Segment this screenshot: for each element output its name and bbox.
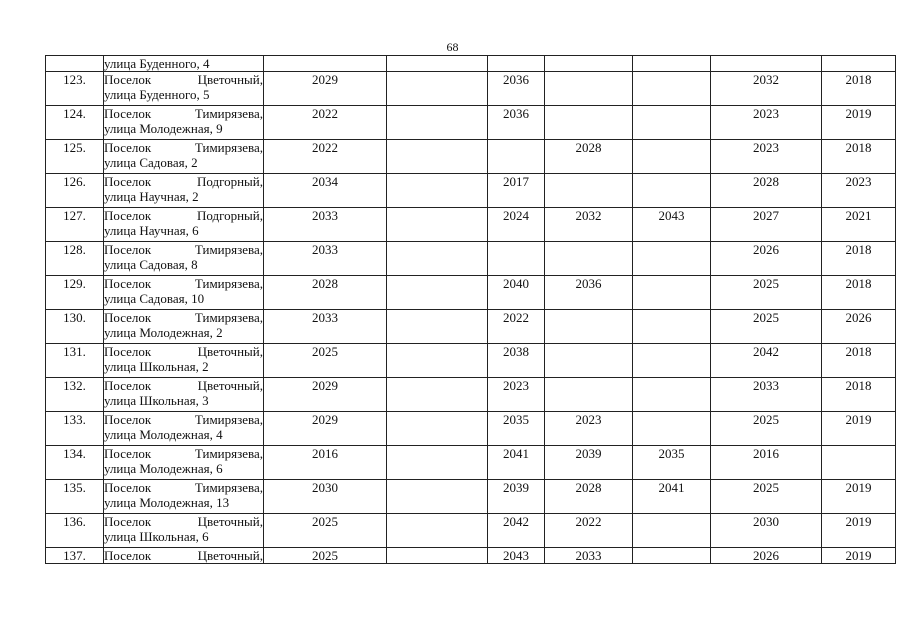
year-cell: 2016 — [264, 446, 387, 480]
address-cell — [104, 276, 264, 310]
address-settlement: Поселок Тимирязева, — [104, 276, 263, 291]
year-cell: 2027 — [711, 208, 822, 242]
year-cell: 2028 — [545, 480, 633, 514]
year-cell: 2023 — [488, 378, 545, 412]
table-row — [46, 446, 896, 480]
address-cell — [104, 446, 264, 480]
year-cell: 2030 — [711, 514, 822, 548]
year-cell: 2022 — [264, 106, 387, 140]
year-cell: 2026 — [711, 242, 822, 276]
address-settlement: Поселок Тимирязева, — [104, 310, 263, 325]
address-street: улица Школьная, 3 — [104, 393, 209, 408]
year-cell — [488, 242, 545, 276]
year-cell — [633, 106, 711, 140]
table-row — [46, 480, 896, 514]
address-settlement: Поселок Тимирязева, — [104, 106, 263, 121]
year-cell: 2036 — [545, 276, 633, 310]
year-cell: 2025 — [711, 412, 822, 446]
year-cell: 2039 — [545, 446, 633, 480]
year-cell — [545, 344, 633, 378]
year-cell: 2033 — [264, 208, 387, 242]
row-number-cell: 127. — [46, 208, 104, 242]
year-cell — [387, 548, 488, 564]
table-row — [46, 174, 896, 208]
year-cell: 2025 — [711, 276, 822, 310]
address-settlement: Поселок Подгорный, — [104, 174, 263, 189]
year-cell: 2022 — [545, 514, 633, 548]
year-cell: 2036 — [488, 72, 545, 106]
year-cell: 2022 — [488, 310, 545, 344]
table-body — [46, 56, 896, 564]
year-cell: 2018 — [822, 344, 896, 378]
year-cell — [633, 412, 711, 446]
year-cell: 2018 — [822, 140, 896, 174]
address-street: улица Научная, 6 — [104, 223, 199, 238]
year-cell — [387, 140, 488, 174]
year-cell — [633, 378, 711, 412]
address-cell — [104, 106, 264, 140]
year-cell: 2041 — [488, 446, 545, 480]
year-cell — [387, 480, 488, 514]
year-cell: 2018 — [822, 276, 896, 310]
address-settlement: Поселок Цветочный, — [104, 344, 263, 359]
address-street: улица Научная, 2 — [104, 189, 199, 204]
year-cell: 2018 — [822, 242, 896, 276]
value-cell — [711, 56, 822, 72]
address-cell — [104, 514, 264, 548]
table-row — [46, 208, 896, 242]
year-cell: 2033 — [711, 378, 822, 412]
year-cell: 2024 — [488, 208, 545, 242]
year-cell — [545, 242, 633, 276]
row-number-cell — [46, 56, 104, 72]
year-cell: 2018 — [822, 378, 896, 412]
year-cell: 2040 — [488, 276, 545, 310]
row-number-cell: 124. — [46, 106, 104, 140]
address-street: улица Молодежная, 6 — [104, 461, 223, 476]
year-cell: 2026 — [822, 310, 896, 344]
year-cell: 2032 — [545, 208, 633, 242]
year-cell: 2036 — [488, 106, 545, 140]
year-cell: 2023 — [545, 412, 633, 446]
address-cell — [104, 344, 264, 378]
address-cell — [104, 310, 264, 344]
address-settlement: Поселок Тимирязева, — [104, 140, 263, 155]
year-cell — [822, 446, 896, 480]
address-cell — [104, 208, 264, 242]
year-cell: 2042 — [488, 514, 545, 548]
year-cell: 2018 — [822, 72, 896, 106]
year-cell: 2035 — [633, 446, 711, 480]
year-cell: 2025 — [264, 514, 387, 548]
year-cell: 2023 — [822, 174, 896, 208]
value-cell — [545, 56, 633, 72]
year-cell: 2019 — [822, 412, 896, 446]
year-cell — [633, 344, 711, 378]
address-street: улица Молодежная, 9 — [104, 121, 223, 136]
address-street: улица Садовая, 2 — [104, 155, 198, 170]
year-cell — [633, 310, 711, 344]
row-number-cell: 123. — [46, 72, 104, 106]
value-cell — [264, 56, 387, 72]
address-street: улица Садовая, 8 — [104, 257, 198, 272]
year-cell: 2029 — [264, 378, 387, 412]
year-cell: 2017 — [488, 174, 545, 208]
year-cell — [633, 72, 711, 106]
address-settlement: Поселок Тимирязева, — [104, 242, 263, 257]
year-cell: 2025 — [711, 480, 822, 514]
year-cell: 2025 — [264, 548, 387, 564]
address-settlement: Поселок Тимирязева, — [104, 480, 263, 495]
row-number-cell: 130. — [46, 310, 104, 344]
year-cell — [545, 106, 633, 140]
year-cell: 2016 — [711, 446, 822, 480]
year-cell: 2033 — [264, 310, 387, 344]
year-cell: 2026 — [711, 548, 822, 564]
row-number-cell: 131. — [46, 344, 104, 378]
year-cell: 2029 — [264, 412, 387, 446]
row-number-cell: 134. — [46, 446, 104, 480]
address-settlement: Поселок Цветочный, — [104, 548, 263, 563]
year-cell — [387, 344, 488, 378]
housing-repair-schedule-table — [45, 55, 896, 564]
table-row — [46, 548, 896, 564]
row-number-cell: 135. — [46, 480, 104, 514]
year-cell: 2039 — [488, 480, 545, 514]
year-cell — [387, 106, 488, 140]
year-cell: 2025 — [711, 310, 822, 344]
address-cell — [104, 56, 264, 72]
year-cell — [633, 140, 711, 174]
year-cell: 2022 — [264, 140, 387, 174]
address-cell — [104, 72, 264, 106]
address-street: улица Садовая, 10 — [104, 291, 205, 306]
address-line: улица Буденного, 4 — [104, 56, 210, 71]
year-cell: 2035 — [488, 412, 545, 446]
year-cell: 2028 — [264, 276, 387, 310]
year-cell — [387, 446, 488, 480]
year-cell — [387, 276, 488, 310]
table-row-continuation — [46, 56, 896, 72]
year-cell: 2029 — [264, 72, 387, 106]
value-cell — [387, 56, 488, 72]
table-row — [46, 514, 896, 548]
year-cell: 2041 — [633, 480, 711, 514]
table-row — [46, 140, 896, 174]
row-number-cell: 137. — [46, 548, 104, 564]
year-cell — [545, 310, 633, 344]
row-number-cell: 128. — [46, 242, 104, 276]
table-row — [46, 72, 896, 106]
year-cell — [633, 514, 711, 548]
year-cell — [633, 242, 711, 276]
address-street: улица Молодежная, 4 — [104, 427, 223, 442]
address-cell — [104, 412, 264, 446]
address-settlement: Поселок Тимирязева, — [104, 446, 263, 461]
year-cell: 2032 — [711, 72, 822, 106]
table-row — [46, 310, 896, 344]
year-cell: 2033 — [545, 548, 633, 564]
table-row — [46, 106, 896, 140]
year-cell: 2023 — [711, 106, 822, 140]
year-cell: 2030 — [264, 480, 387, 514]
year-cell: 2043 — [488, 548, 545, 564]
address-settlement: Поселок Тимирязева, — [104, 412, 263, 427]
year-cell — [633, 276, 711, 310]
address-street: улица Школьная, 2 — [104, 359, 209, 374]
year-cell — [488, 140, 545, 174]
year-cell: 2019 — [822, 106, 896, 140]
row-number-cell: 132. — [46, 378, 104, 412]
value-cell — [488, 56, 545, 72]
year-cell: 2028 — [545, 140, 633, 174]
year-cell: 2025 — [264, 344, 387, 378]
page-number: 68 — [446, 40, 459, 54]
address-settlement: Поселок Подгорный, — [104, 208, 263, 223]
year-cell: 2021 — [822, 208, 896, 242]
address-street: улица Молодежная, 2 — [104, 325, 223, 340]
year-cell — [387, 208, 488, 242]
address-cell — [104, 242, 264, 276]
year-cell: 2038 — [488, 344, 545, 378]
year-cell: 2019 — [822, 514, 896, 548]
year-cell — [545, 174, 633, 208]
address-cell — [104, 378, 264, 412]
year-cell: 2019 — [822, 480, 896, 514]
year-cell: 2033 — [264, 242, 387, 276]
year-cell: 2023 — [711, 140, 822, 174]
value-cell — [822, 56, 896, 72]
year-cell — [633, 174, 711, 208]
table-row — [46, 378, 896, 412]
table-row — [46, 242, 896, 276]
address-street: улица Молодежная, 13 — [104, 495, 230, 510]
year-cell — [387, 242, 488, 276]
address-street: улица Буденного, 5 — [104, 87, 210, 102]
row-number-cell: 136. — [46, 514, 104, 548]
year-cell — [387, 412, 488, 446]
year-cell — [545, 72, 633, 106]
address-settlement: Поселок Цветочный, — [104, 378, 263, 393]
year-cell: 2028 — [711, 174, 822, 208]
year-cell: 2043 — [633, 208, 711, 242]
year-cell — [387, 174, 488, 208]
address-cell — [104, 480, 264, 514]
address-cell — [104, 548, 264, 564]
year-cell: 2019 — [822, 548, 896, 564]
address-settlement: Поселок Цветочный, — [104, 514, 263, 529]
year-cell — [387, 378, 488, 412]
year-cell — [633, 548, 711, 564]
row-number-cell: 133. — [46, 412, 104, 446]
value-cell — [633, 56, 711, 72]
year-cell: 2042 — [711, 344, 822, 378]
address-settlement: Поселок Цветочный, — [104, 72, 263, 87]
year-cell — [387, 514, 488, 548]
year-cell — [387, 310, 488, 344]
table-row — [46, 276, 896, 310]
address-street: улица Школьная, 6 — [104, 529, 209, 544]
row-number-cell: 125. — [46, 140, 104, 174]
table-row — [46, 412, 896, 446]
table-row — [46, 344, 896, 378]
year-cell: 2034 — [264, 174, 387, 208]
year-cell — [545, 378, 633, 412]
address-cell — [104, 174, 264, 208]
row-number-cell: 129. — [46, 276, 104, 310]
address-cell — [104, 140, 264, 174]
row-number-cell: 126. — [46, 174, 104, 208]
year-cell — [387, 72, 488, 106]
